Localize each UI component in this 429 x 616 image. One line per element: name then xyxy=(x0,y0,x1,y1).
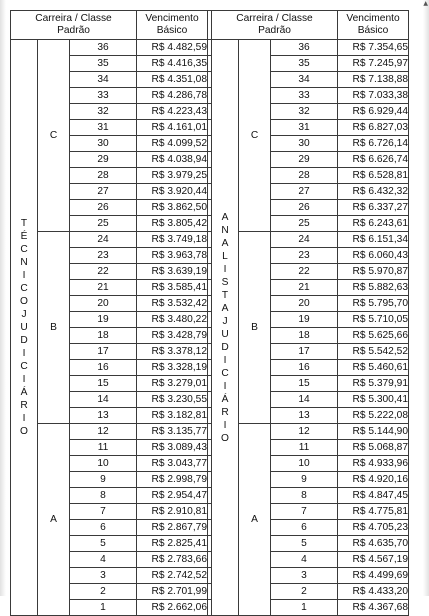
career-name-letter: O xyxy=(20,296,28,307)
salary-cell: R$ 7.354,65 xyxy=(338,40,409,56)
salary-cell: R$ 6.243,61 xyxy=(338,216,409,232)
level-cell: 34 xyxy=(271,72,338,88)
salary-cell: R$ 4.099,52 xyxy=(137,136,208,152)
level-cell: 12 xyxy=(70,424,137,440)
level-cell: 18 xyxy=(271,328,338,344)
level-cell: 20 xyxy=(70,296,137,312)
header-standard-text: Padrão xyxy=(57,25,90,36)
salary-cell: R$ 6.151,34 xyxy=(338,232,409,248)
salary-cell: R$ 6.528,81 xyxy=(338,168,409,184)
table-row xyxy=(11,440,409,456)
salary-cell: R$ 4.499,69 xyxy=(338,568,409,584)
salary-cell: R$ 7.033,38 xyxy=(338,88,409,104)
column-gap xyxy=(208,456,212,472)
column-gap xyxy=(208,360,212,376)
header-salary-right xyxy=(338,11,409,40)
level-cell: 28 xyxy=(70,168,137,184)
column-gap xyxy=(208,200,212,216)
career-name-letter: I xyxy=(22,270,26,281)
salary-cell: R$ 3.805,42 xyxy=(137,216,208,232)
level-cell: 27 xyxy=(271,184,338,200)
salary-cell: R$ 4.635,70 xyxy=(338,536,409,552)
class-cell: B xyxy=(38,232,70,424)
salary-cell: R$ 5.460,61 xyxy=(338,360,409,376)
table-row xyxy=(11,152,409,168)
salary-cell: R$ 3.920,44 xyxy=(137,184,208,200)
salary-cell: R$ 3.089,43 xyxy=(137,440,208,456)
table-row xyxy=(11,568,409,584)
level-cell: 31 xyxy=(271,120,338,136)
career-name-letter: I xyxy=(223,380,227,392)
level-cell: 22 xyxy=(70,264,137,280)
salary-cell: R$ 2.910,81 xyxy=(137,504,208,520)
table-row xyxy=(11,88,409,104)
column-gap xyxy=(208,312,212,328)
table-row xyxy=(11,552,409,568)
salary-cell: R$ 5.882,63 xyxy=(338,280,409,296)
level-cell: 6 xyxy=(70,520,137,536)
level-cell: 5 xyxy=(70,536,137,552)
table-row xyxy=(11,296,409,312)
career-name-letter: R xyxy=(20,400,28,411)
level-cell: 17 xyxy=(271,344,338,360)
header-career-class-right xyxy=(212,11,338,40)
salary-cell: R$ 3.230,55 xyxy=(137,392,208,408)
level-cell: 15 xyxy=(271,376,338,392)
salary-cell: R$ 5.068,87 xyxy=(338,440,409,456)
column-gap xyxy=(208,216,212,232)
career-name-letter: Á xyxy=(221,393,229,405)
level-cell: 1 xyxy=(271,600,338,616)
table-row xyxy=(11,104,409,120)
level-cell: 17 xyxy=(70,344,137,360)
table-row xyxy=(11,424,409,440)
level-cell: 10 xyxy=(271,456,338,472)
salary-cell: R$ 5.625,66 xyxy=(338,328,409,344)
career-name-cell xyxy=(212,40,239,616)
level-cell: 9 xyxy=(70,472,137,488)
table-row xyxy=(11,520,409,536)
salary-cell: R$ 6.929,44 xyxy=(338,104,409,120)
salary-cell: R$ 2.742,52 xyxy=(137,568,208,584)
table-row xyxy=(11,376,409,392)
level-cell: 14 xyxy=(70,392,137,408)
page-left-edge xyxy=(0,0,6,596)
salary-cell: R$ 5.710,05 xyxy=(338,312,409,328)
level-cell: 3 xyxy=(271,568,338,584)
column-gap xyxy=(208,88,212,104)
level-cell: 16 xyxy=(271,360,338,376)
level-cell: 25 xyxy=(271,216,338,232)
salary-cell: R$ 4.416,35 xyxy=(137,56,208,72)
career-name-letter: N xyxy=(221,224,229,236)
salary-cell: R$ 4.775,81 xyxy=(338,504,409,520)
salary-cell: R$ 4.367,68 xyxy=(338,600,409,616)
column-gap xyxy=(208,472,212,488)
level-cell: 19 xyxy=(70,312,137,328)
column-gap xyxy=(208,488,212,504)
salary-cell: R$ 2.701,99 xyxy=(137,584,208,600)
header-salary-text: Vencimento xyxy=(346,12,400,24)
table-row xyxy=(11,248,409,264)
career-name-letter: O xyxy=(221,432,229,444)
page-right-edge xyxy=(423,0,429,596)
level-cell: 33 xyxy=(271,88,338,104)
level-cell: 4 xyxy=(271,552,338,568)
level-cell: 7 xyxy=(70,504,137,520)
table-row xyxy=(11,344,409,360)
salary-cell: R$ 6.827,03 xyxy=(338,120,409,136)
level-cell: 32 xyxy=(271,104,338,120)
level-cell: 14 xyxy=(271,392,338,408)
salary-cell: R$ 5.542,52 xyxy=(338,344,409,360)
level-cell: 30 xyxy=(70,136,137,152)
salary-cell: R$ 6.337,27 xyxy=(338,200,409,216)
column-gap xyxy=(208,376,212,392)
level-cell: 7 xyxy=(271,504,338,520)
column-gap xyxy=(208,568,212,584)
table-row xyxy=(11,168,409,184)
salary-cell: R$ 2.662,06 xyxy=(137,600,208,616)
table-row xyxy=(11,40,409,56)
salary-cell: R$ 2.867,79 xyxy=(137,520,208,536)
career-name-letter: C xyxy=(20,244,28,255)
header-career-class-left xyxy=(11,11,137,40)
salary-cell: R$ 3.585,41 xyxy=(137,280,208,296)
column-gap xyxy=(208,424,212,440)
level-cell: 12 xyxy=(271,424,338,440)
career-name-letter: R xyxy=(221,406,229,418)
salary-cell: R$ 6.626,74 xyxy=(338,152,409,168)
level-cell: 26 xyxy=(70,200,137,216)
salary-cell: R$ 6.726,14 xyxy=(338,136,409,152)
level-cell: 8 xyxy=(271,488,338,504)
column-gap xyxy=(208,392,212,408)
header-career-class-text: Carreira / Classe xyxy=(236,12,313,24)
career-name-letter: D xyxy=(20,335,28,346)
level-cell: 15 xyxy=(70,376,137,392)
level-cell: 21 xyxy=(271,280,338,296)
level-cell: 22 xyxy=(271,264,338,280)
salary-cell: R$ 3.862,50 xyxy=(137,200,208,216)
column-gap xyxy=(208,248,212,264)
level-cell: 32 xyxy=(70,104,137,120)
level-cell: 9 xyxy=(271,472,338,488)
table-row xyxy=(11,232,409,248)
career-name-letter: C xyxy=(221,367,229,379)
career-name-letter: A xyxy=(221,237,229,249)
class-cell: C xyxy=(38,40,70,232)
level-cell: 24 xyxy=(271,232,338,248)
level-cell: 30 xyxy=(271,136,338,152)
column-gap xyxy=(208,520,212,536)
column-gap xyxy=(208,584,212,600)
level-cell: 25 xyxy=(70,216,137,232)
salary-cell: R$ 3.532,42 xyxy=(137,296,208,312)
salary-cell: R$ 4.705,23 xyxy=(338,520,409,536)
salary-cell: R$ 4.920,16 xyxy=(338,472,409,488)
level-cell: 36 xyxy=(70,40,137,56)
level-cell: 10 xyxy=(70,456,137,472)
level-cell: 29 xyxy=(70,152,137,168)
column-gap xyxy=(208,536,212,552)
level-cell: 35 xyxy=(70,56,137,72)
table-row xyxy=(11,184,409,200)
salary-cell: R$ 4.223,43 xyxy=(137,104,208,120)
table-row xyxy=(11,72,409,88)
class-cell: A xyxy=(38,424,70,616)
table-row xyxy=(11,504,409,520)
table-row xyxy=(11,328,409,344)
career-name-letter: J xyxy=(21,309,27,320)
salary-cell: R$ 3.979,25 xyxy=(137,168,208,184)
salary-cell: R$ 6.432,32 xyxy=(338,184,409,200)
level-cell: 16 xyxy=(70,360,137,376)
career-name-letter: C xyxy=(20,283,28,294)
salary-cell: R$ 2.783,66 xyxy=(137,552,208,568)
table-row xyxy=(11,488,409,504)
level-cell: 29 xyxy=(271,152,338,168)
header-salary-text: Vencimento xyxy=(145,12,199,24)
table-header-row xyxy=(11,11,409,40)
class-cell: C xyxy=(239,40,271,232)
column-gap xyxy=(208,328,212,344)
salary-cell: R$ 4.482,59 xyxy=(137,40,208,56)
table-row xyxy=(11,264,409,280)
salary-cell: R$ 3.749,18 xyxy=(137,232,208,248)
career-name-letter: N xyxy=(20,257,28,268)
salary-cell: R$ 5.795,70 xyxy=(338,296,409,312)
salary-cell: R$ 5.379,91 xyxy=(338,376,409,392)
header-career-class-text: Carreira / Classe xyxy=(35,12,112,24)
salary-cell: R$ 3.480,22 xyxy=(137,312,208,328)
column-gap xyxy=(208,152,212,168)
salary-cell: R$ 7.245,97 xyxy=(338,56,409,72)
table-row xyxy=(11,200,409,216)
level-cell: 13 xyxy=(70,408,137,424)
class-cell: B xyxy=(239,232,271,424)
career-name-letter: T xyxy=(20,218,28,229)
level-cell: 2 xyxy=(70,584,137,600)
career-name-letter: C xyxy=(20,361,28,372)
header-basic-text: Básico xyxy=(156,25,188,36)
career-name-letter: T xyxy=(221,289,229,301)
column-gap xyxy=(208,408,212,424)
career-name-letter: Á xyxy=(20,387,28,398)
salary-cell: R$ 3.328,19 xyxy=(137,360,208,376)
level-cell: 3 xyxy=(70,568,137,584)
column-gap xyxy=(208,184,212,200)
level-cell: 33 xyxy=(70,88,137,104)
level-cell: 27 xyxy=(70,184,137,200)
career-name-letter: A xyxy=(221,211,229,223)
salary-cell: R$ 3.135,77 xyxy=(137,424,208,440)
level-cell: 6 xyxy=(271,520,338,536)
column-gap xyxy=(208,296,212,312)
career-name-letter: A xyxy=(221,302,229,314)
salary-cell: R$ 4.351,08 xyxy=(137,72,208,88)
salary-cell: R$ 4.161,01 xyxy=(137,120,208,136)
salary-cell: R$ 4.433,20 xyxy=(338,584,409,600)
career-name-letter: D xyxy=(221,341,229,353)
column-gap xyxy=(208,280,212,296)
header-standard-text: Padrão xyxy=(258,25,291,36)
level-cell: 8 xyxy=(70,488,137,504)
salary-cell: R$ 4.567,19 xyxy=(338,552,409,568)
level-cell: 18 xyxy=(70,328,137,344)
career-name-letter: U xyxy=(20,322,28,333)
column-gap xyxy=(208,440,212,456)
table-row xyxy=(11,472,409,488)
level-cell: 24 xyxy=(70,232,137,248)
level-cell: 26 xyxy=(271,200,338,216)
table-row xyxy=(11,584,409,600)
column-gap xyxy=(208,136,212,152)
salary-cell: R$ 3.378,12 xyxy=(137,344,208,360)
table-row xyxy=(11,280,409,296)
column-gap xyxy=(208,56,212,72)
column-gap xyxy=(208,72,212,88)
level-cell: 13 xyxy=(271,408,338,424)
column-gap xyxy=(208,232,212,248)
level-cell: 31 xyxy=(70,120,137,136)
table-row xyxy=(11,136,409,152)
salary-cell: R$ 2.825,41 xyxy=(137,536,208,552)
salary-cell: R$ 4.933,96 xyxy=(338,456,409,472)
salary-cell: R$ 2.998,79 xyxy=(137,472,208,488)
table-row xyxy=(11,360,409,376)
column-gap xyxy=(208,120,212,136)
table-row xyxy=(11,392,409,408)
level-cell: 36 xyxy=(271,40,338,56)
level-cell: 11 xyxy=(70,440,137,456)
column-gap xyxy=(208,104,212,120)
table-row xyxy=(11,408,409,424)
career-name-cell xyxy=(11,40,38,616)
career-name-letter: U xyxy=(221,328,229,340)
salary-cell: R$ 3.043,77 xyxy=(137,456,208,472)
salary-cell: R$ 4.847,45 xyxy=(338,488,409,504)
salary-cell: R$ 5.970,87 xyxy=(338,264,409,280)
career-name-letter: I xyxy=(223,419,227,431)
level-cell: 19 xyxy=(271,312,338,328)
salary-cell: R$ 6.060,43 xyxy=(338,248,409,264)
level-cell: 34 xyxy=(70,72,137,88)
career-name-letter: J xyxy=(222,315,228,327)
level-cell: 2 xyxy=(271,584,338,600)
level-cell: 35 xyxy=(271,56,338,72)
level-cell: 23 xyxy=(70,248,137,264)
table-row xyxy=(11,536,409,552)
column-gap xyxy=(208,552,212,568)
salary-cell: R$ 5.144,90 xyxy=(338,424,409,440)
class-cell: A xyxy=(239,424,271,616)
salary-cell: R$ 3.279,01 xyxy=(137,376,208,392)
level-cell: 5 xyxy=(271,536,338,552)
column-gap xyxy=(208,344,212,360)
header-basic-text: Básico xyxy=(357,25,389,36)
salary-cell: R$ 2.954,47 xyxy=(137,488,208,504)
table-row xyxy=(11,120,409,136)
level-cell: 11 xyxy=(271,440,338,456)
table-row xyxy=(11,456,409,472)
salary-cell: R$ 4.286,78 xyxy=(137,88,208,104)
table-row xyxy=(11,56,409,72)
level-cell: 21 xyxy=(70,280,137,296)
salary-cell: R$ 7.138,88 xyxy=(338,72,409,88)
salary-cell: R$ 4.038,94 xyxy=(137,152,208,168)
salary-cell: R$ 3.428,79 xyxy=(137,328,208,344)
scroll-up-arrow-icon[interactable]: ▲ xyxy=(423,0,428,7)
level-cell: 20 xyxy=(271,296,338,312)
level-cell: 4 xyxy=(70,552,137,568)
level-cell: 28 xyxy=(271,168,338,184)
column-gap xyxy=(208,264,212,280)
salary-cell: R$ 5.300,41 xyxy=(338,392,409,408)
column-gap xyxy=(208,600,212,616)
table-row xyxy=(11,216,409,232)
column-gap xyxy=(208,504,212,520)
table-body xyxy=(11,40,409,616)
salary-cell: R$ 3.639,19 xyxy=(137,264,208,280)
career-name-letter: I xyxy=(223,263,227,275)
career-name-letter: I xyxy=(22,348,26,359)
career-name-letter: I xyxy=(223,354,227,366)
career-name-letter: O xyxy=(20,426,28,437)
career-name-letter: I xyxy=(22,413,26,424)
level-cell: 23 xyxy=(271,248,338,264)
table-row xyxy=(11,312,409,328)
career-name-letter: L xyxy=(222,250,228,262)
level-cell: 1 xyxy=(70,600,137,616)
salary-cell: R$ 3.182,81 xyxy=(137,408,208,424)
salary-table xyxy=(10,10,409,616)
salary-cell: R$ 5.222,08 xyxy=(338,408,409,424)
career-name-letter: I xyxy=(22,374,26,385)
career-name-letter: S xyxy=(221,276,229,288)
career-name-letter: É xyxy=(20,231,28,242)
column-gap xyxy=(208,168,212,184)
salary-cell: R$ 3.963,78 xyxy=(137,248,208,264)
table-row xyxy=(11,600,409,616)
header-salary-left xyxy=(137,11,208,40)
